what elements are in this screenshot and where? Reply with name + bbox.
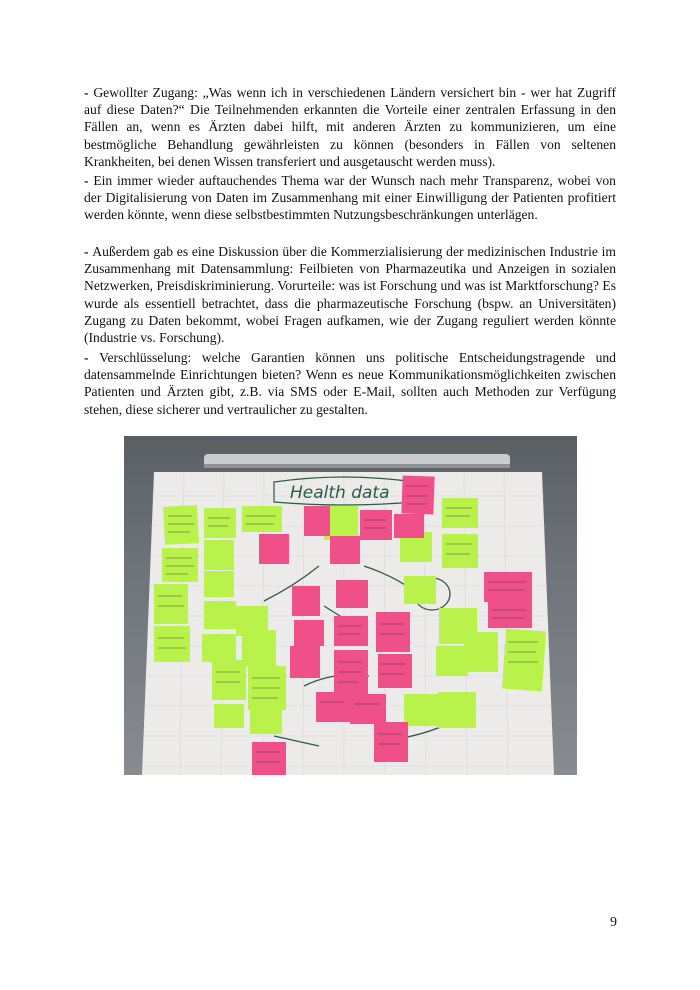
bullet-dash: - xyxy=(84,173,94,188)
paragraph-text: Gewollter Zugang: „Was wenn ich in verschiedenen Ländern versichert bin - wer hat Zugriff auf diese Daten?“ Die Teilnehmenden erkannten die Vorteile einer zentralen Erfassung in den Fällen an, wenn es Ärzten dabei hilft, mit anderen Ärzten zu kommunizieren, um eine bestmögliche Behandlung gewährleisten zu können (besonders in Fällen von seltenen Krankheiten, bei denen Wissen transferiert und ausgetauscht werden muss). xyxy=(84,85,616,169)
bullet-dash: - xyxy=(84,85,94,100)
page-number: 9 xyxy=(610,915,617,930)
bullet-dash: - xyxy=(84,350,100,365)
bullet-dash: - xyxy=(84,244,93,259)
paragraph-text: Ein immer wieder auftauchendes Thema war der Wunsch nach mehr Transparenz, wobei von der Digitalisierung von Daten im Zusammenhang mit einer Einwilligung der Patienten profitiert werden könnte, wenn diese selbstbestimmten Nutzungsbeschränkungen unterlägen. xyxy=(84,173,616,223)
paragraph-transparency xyxy=(84,172,616,224)
paragraph-encryption xyxy=(84,349,616,418)
paragraph-text: Verschlüsselung: welche Garantien können uns politische Entscheidungstragende und datensammelnde Einrichtungen bieten? Wenn es neue Kommunikationsmöglichkeiten zwischen Patienten und Ärzten gibt, z.B. via SMS oder E-Mail, sollten auch Methoden zur Verfügung stehen, diese sicherer und vertraulicher zu gestalten. xyxy=(84,350,616,417)
board-title: Health data xyxy=(290,483,390,503)
paragraph-access xyxy=(84,84,616,170)
paragraph-text: Außerdem gab es eine Diskussion über die Kommerzialisierung der medizinischen Industrie im Zusammenhang mit Datensammlung: Feilbieten von Pharmazeutika und Anzeigen in sozialen Netzwerken, Preisdiskriminierung. Vorurteile: was ist Forschung und was ist Marktforschung? Es wurde als essentiell betrachtet, dass die pharmazeutische Forschung (bspw. an Universitäten) Zugang zu Daten bekommt, wobei Fragen aufkamen, wie der Zugang reguliert werden könnte (Industrie vs. Forschung). xyxy=(84,244,616,346)
flipchart-photo xyxy=(124,436,577,775)
paragraph-commercialisation xyxy=(84,243,616,346)
flipchart-drawing xyxy=(124,436,577,775)
